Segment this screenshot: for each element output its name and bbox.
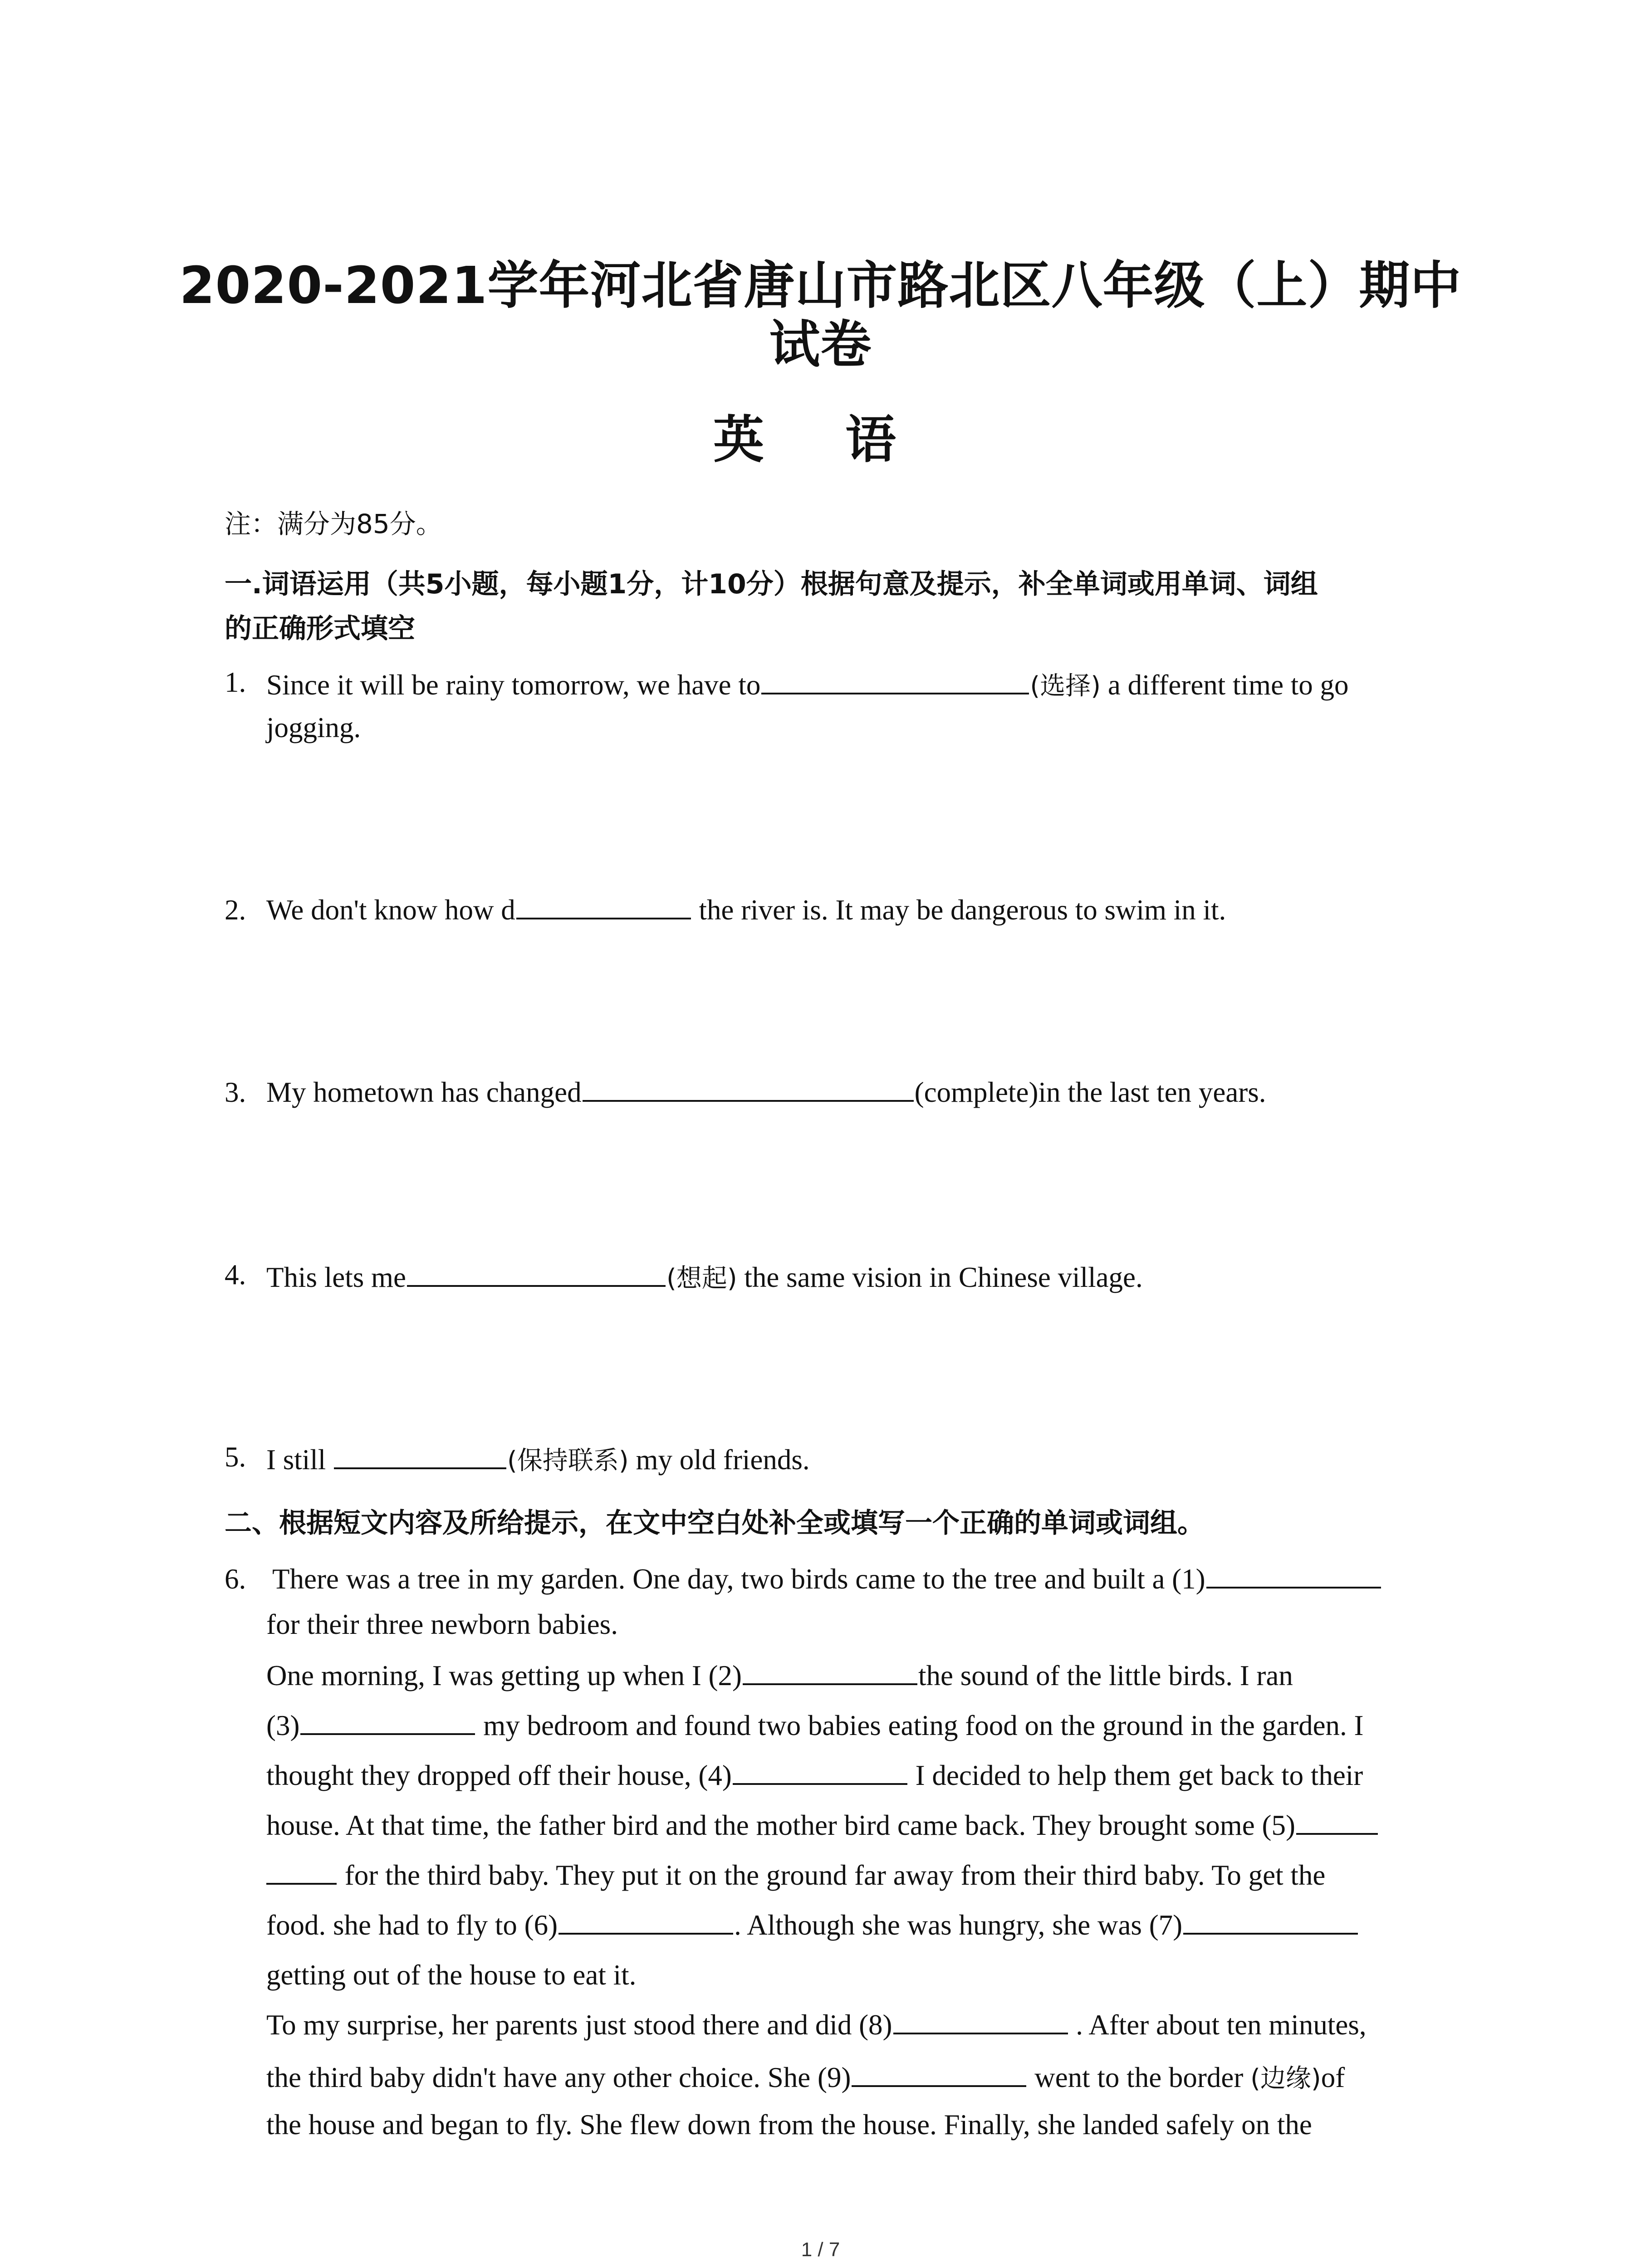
passage-line <box>266 1659 1293 1692</box>
passage-text: my bedroom and found two babies eating food on the ground in the garden. I <box>476 1710 1364 1741</box>
page-title-line2: 试卷 <box>769 315 872 374</box>
passage-text: house. At that time, the father bird and the mother bird came back. They brought some (5) <box>266 1809 1295 1841</box>
passage-blank-4[interactable] <box>733 1760 907 1785</box>
question-text: a different time to go <box>1101 669 1349 701</box>
answer-blank-4[interactable] <box>407 1261 666 1287</box>
question-number: 4. <box>225 1259 246 1290</box>
passage-blank-2[interactable] <box>743 1660 917 1685</box>
question-number: 1. <box>225 666 246 698</box>
passage-blank-7[interactable] <box>1183 1909 1358 1935</box>
passage-text: for the third baby. They put it on the ground far away from their third baby. To get the <box>338 1859 1326 1891</box>
question-text: We don't know how d <box>266 894 515 926</box>
question-2 <box>266 894 1226 927</box>
hint-text: (保持联系) <box>507 1446 629 1476</box>
passage-text: One morning, I was getting up when I (2) <box>266 1660 742 1691</box>
section1-heading-cont: 的正确形式填空 <box>225 613 415 645</box>
passage-text: went to the border <box>1027 2062 1251 2093</box>
question-text: my old friends. <box>628 1444 810 1476</box>
passage-line <box>266 1809 1379 1842</box>
passage-line <box>266 2058 1345 2095</box>
subject-title: 英 语 <box>713 411 928 469</box>
section2-heading: 二、根据短文内容及所给提示，在文中空白处补全或填写一个正确的单词或词组。 <box>225 1507 1205 1539</box>
page-number: 1 / 7 <box>801 2239 840 2261</box>
section1-heading: 一.词语运用（共5小题，每小题1分，计10分）根据句意及提示，补全单词或用单词、词组 <box>225 568 1318 600</box>
question-text: the same vision in Chinese village. <box>737 1261 1143 1293</box>
question-number: 3. <box>225 1076 246 1108</box>
passage-line <box>266 1909 1359 1942</box>
passage-text: (3) <box>266 1710 300 1741</box>
question-text: My hometown has changed <box>266 1076 582 1108</box>
answer-blank-1[interactable] <box>761 669 1029 694</box>
question-5 <box>266 1441 810 1477</box>
answer-blank-5[interactable] <box>334 1444 506 1469</box>
hint-text: (想起) <box>666 1264 737 1293</box>
question-number: 5. <box>225 1441 246 1473</box>
passage-blank-8[interactable] <box>893 2009 1068 2034</box>
hint-text: (边缘) <box>1250 2064 1321 2093</box>
passage-text: To my surprise, her parents just stood there and did (8) <box>266 2009 892 2041</box>
question-3 <box>266 1076 1266 1109</box>
passage-line: for their three newborn babies. <box>266 1608 618 1640</box>
passage-blank-9[interactable] <box>852 2062 1026 2087</box>
hint-text: (选择) <box>1030 671 1101 701</box>
score-note: 注：满分为85分。 <box>225 508 442 539</box>
question-text: (complete)in the last ten years. <box>914 1076 1266 1108</box>
passage-text: the sound of the little birds. I ran <box>918 1660 1293 1691</box>
question-1-cont: jogging. <box>266 712 361 743</box>
passage-line <box>266 1759 1363 1792</box>
question-1 <box>266 666 1349 702</box>
passage-line: getting out of the house to eat it. <box>266 1959 637 1991</box>
passage-line <box>272 1563 1382 1596</box>
passage-blank-1[interactable] <box>1206 1563 1381 1589</box>
answer-blank-3[interactable] <box>583 1076 914 1102</box>
question-text: This lets me <box>266 1261 406 1293</box>
passage-line: the house and began to fly. She flew down from the house. Finally, she landed safely on the <box>266 2109 1312 2141</box>
passage-text: . After about ten minutes, <box>1068 2009 1367 2041</box>
page-title-line1: 2020-2021学年河北省唐山市路北区八年级（上）期中 <box>179 256 1462 315</box>
passage-line <box>266 1709 1364 1742</box>
answer-blank-2[interactable] <box>516 894 691 919</box>
passage-text: I decided to help them get back to their <box>908 1760 1363 1791</box>
question-4 <box>266 1258 1143 1295</box>
passage-text: thought they dropped off their house, (4) <box>266 1760 732 1791</box>
passage-blank-5-cont[interactable] <box>266 1859 337 1885</box>
question-text: I still <box>266 1444 333 1476</box>
passage-text: . Although she was hungry, she was (7) <box>734 1909 1183 1941</box>
passage-text: There was a tree in my garden. One day, two birds came to the tree and built a (1) <box>272 1563 1205 1595</box>
passage-line <box>266 1859 1325 1892</box>
passage-blank-6[interactable] <box>558 1909 733 1935</box>
question-text: the river is. It may be dangerous to swim in it. <box>691 894 1226 926</box>
question-number: 6. <box>225 1563 246 1595</box>
passage-line <box>266 2009 1367 2042</box>
question-number: 2. <box>225 894 246 926</box>
question-text: Since it will be rainy tomorrow, we have to <box>266 669 761 701</box>
passage-blank-3[interactable] <box>300 1710 475 1735</box>
passage-text: of <box>1321 2062 1345 2093</box>
passage-blank-5[interactable] <box>1296 1809 1378 1835</box>
passage-text: food. she had to fly to (6) <box>266 1909 558 1941</box>
passage-text: the third baby didn't have any other choice. She (9) <box>266 2062 851 2093</box>
